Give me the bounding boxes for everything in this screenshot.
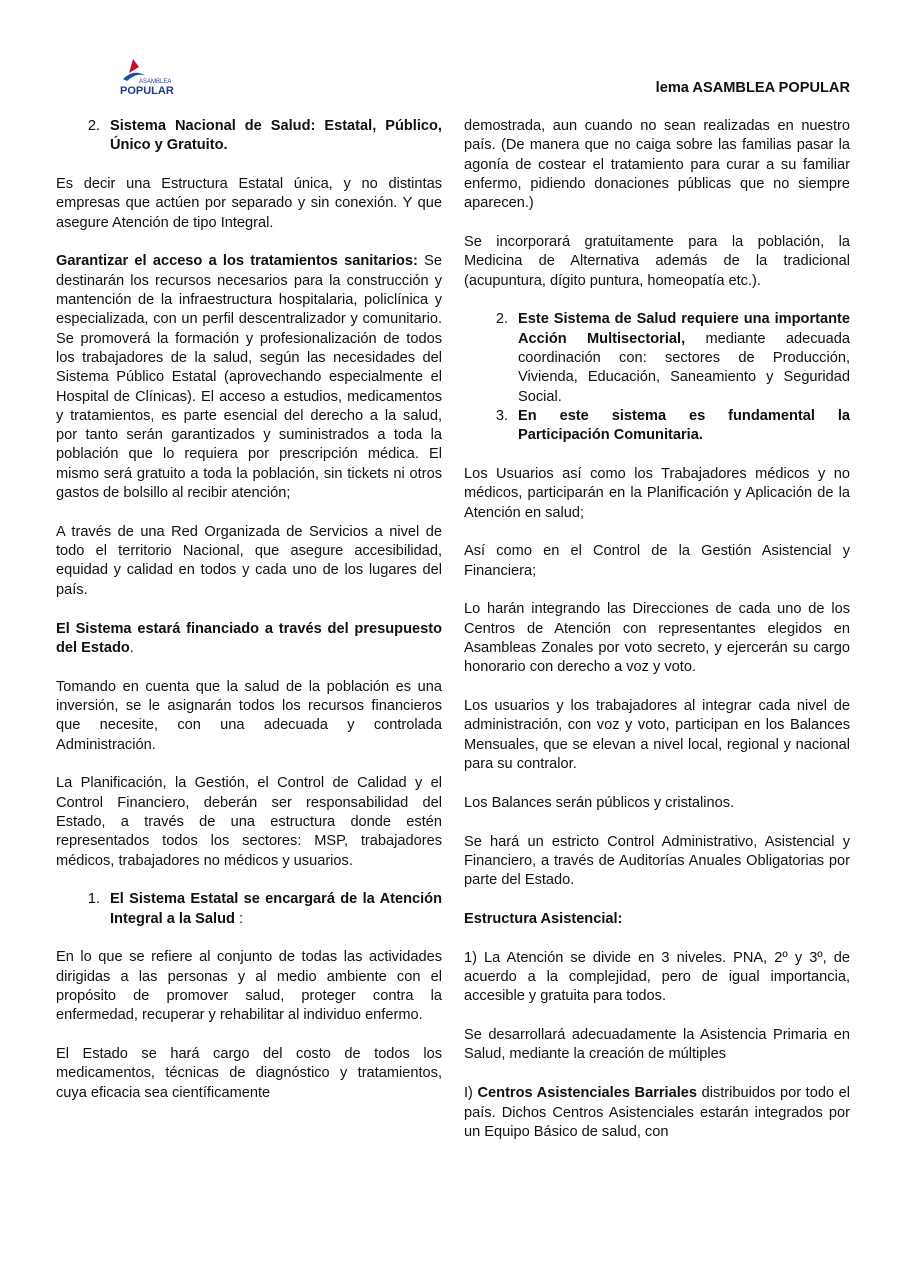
paragraph: 1) La Atención se divide en 3 niveles. PNA, 2º y 3º, de acuerdo a la complejidad, pero de igual importancia, accesible y gratuita para todos. (464, 949, 850, 1005)
list-number: 1. (87, 891, 100, 908)
paragraph: demostrada, aun cuando no sean realizadas en nuestro país. (De manera que no caiga sobre las familias pasar la agonía de costear el tratamiento para curar a su familiar enfermo, pidiendo donaciones públicas que no siempre aparecen.) (464, 118, 850, 212)
list-number: 2. (495, 311, 508, 328)
paragraph: La Planificación, la Gestión, el Control de Calidad y el Control Financiero, deberán ser responsabilidad del Estado, a través de una estructura donde estén representados todos los sectores: MSP, trabajadores médicos, trabajadores no médicos y usuarios. (56, 775, 442, 869)
paragraph-text: : (234, 910, 244, 927)
logo-text-bottom: POPULAR (120, 85, 174, 97)
paragraph (464, 1084, 850, 1142)
paragraph-text: mediante adecuada coordinación con: sectores de Producción, Vivienda, Educación, Saneamiento y Seguridad Social. (518, 330, 850, 405)
section-heading: Este Sistema de Salud requiere una importante Acción Multisectorial, (518, 311, 850, 347)
paragraph: Así como en el Control de la Gestión Asistencial y Financiera; (464, 543, 850, 579)
paragraph: El Estado se hará cargo del costo de todos los medicamentos, técnicas de diagnóstico y tratamientos, cuya eficacia sea científicamente (56, 1046, 442, 1101)
paragraph: Lo harán integrando las Direcciones de cada uno de los Centros de Atención con representantes elegidos en Asambleas Zonales por voto secreto, y ejercerán su cargo honorario con derecho a voz y voto. (464, 601, 850, 676)
paragraph: En lo que se refiere al conjunto de todas las actividades dirigidas a las personas y al medio ambiente con el propósito de promover salud, proteger contra la enfermedad, recuperar y rehabilitar al individuo enfermo. (56, 949, 442, 1024)
section-title (464, 910, 850, 929)
paragraph: Es decir una Estructura Estatal única, y no distintas empresas que actúen por separado y sin conexión. Y que asegure Atención de tipo Integral. (56, 176, 442, 231)
paragraph: Los Usuarios así como los Trabajadores médicos y no médicos, participarán en la Planificación y Aplicación de la Atención en salud; (464, 465, 850, 521)
paragraph-bold-lead: Centros Asistenciales Barriales (477, 1085, 698, 1102)
paragraph-bold-lead: Garantizar el acceso a los tratamientos sanitarios: (56, 253, 418, 270)
paragraph: Los Balances serán públicos y cristalinos. (464, 794, 735, 811)
list-item (464, 310, 850, 406)
paragraph (56, 252, 442, 503)
header-title: lema ASAMBLEA POPULAR (655, 80, 850, 96)
paragraph: Los usuarios y los trabajadores al integrar cada nivel de administración, con voz y voto, participan en los Balances Mensuales, que se elevan a nivel local, regional y nacional para su contralor. (464, 698, 850, 773)
section-heading: Sistema Nacional de Salud: Estatal, Público, Único y Gratuito. (110, 118, 442, 154)
paragraph: A través de una Red Organizada de Servicios a nivel de todo el territorio Nacional, que asegure accesibilidad, equidad y calidad en todos y cada uno de los lugares del país. (56, 523, 442, 598)
paragraph-text: I) (464, 1085, 478, 1102)
paragraph-text: . (129, 639, 134, 656)
logo-text-top: ASAMBLEA (139, 79, 172, 85)
paragraph: Se desarrollará adecuadamente la Asistencia Primaria en Salud, mediante la creación de múltiples (464, 1027, 850, 1063)
list-item (56, 117, 442, 156)
list-item (464, 407, 850, 446)
paragraph: Se incorporará gratuitamente para la población, la Medicina de Alternativa además de la tradicional (acupuntura, dígito puntura, homeopatía etc.). (464, 233, 850, 289)
list-number: 2. (87, 118, 100, 134)
paragraph-text: Se destinarán los recursos necesarios para la construcción y mantención de la infraestructura hospitalaria, policlínica y especializada, con un perfil descentralizador y comunitario. Se promoverá la formación y profesionalización de todos los trabajadores de la salud, según las necesidades del Sistema Público Estatal (aprovechando especialmente el Hospital de Clínicas). El acceso a estudios, medicamentos y tratamientos, es parte esencial del derecho a la salud, por tanto serán garantizados y suministrados a toda la población que lo requiera por prescripción médica. El mismo será gratuito a toda la población, sin tickets ni otros gastos de bolsillo al recibir atención; (56, 253, 442, 502)
paragraph-text: distribuidos por todo el país. Dichos Centros Asistenciales estarán integrados por un Equipo Básico de salud, con (464, 1085, 850, 1140)
paragraph (56, 620, 442, 659)
section-heading: En este sistema es fundamental la Participación Comunitaria. (518, 407, 850, 444)
paragraph-bold-lead: El Sistema estará financiado a través del presupuesto del Estado (56, 620, 442, 656)
logo-flag-red (129, 59, 139, 73)
right-column (464, 117, 850, 1142)
section-heading: El Sistema Estatal se encargará de la Atención Integral a la Salud (110, 891, 442, 927)
list-item (56, 890, 442, 929)
section-title-text: Estructura Asistencial: (464, 911, 623, 927)
asamblea-popular-logo (119, 57, 179, 97)
paragraph: Tomando en cuenta que la salud de la población es una inversión, se le asignarán todos los recursos financieros que necesite, con una adecuada y controlada Administración. (56, 678, 442, 753)
paragraph: Se hará un estricto Control Administrativo, Asistencial y Financiero, a través de Auditorías Anuales Obligatorias por parte del Estado. (464, 833, 850, 889)
left-column (56, 117, 442, 1103)
list-number: 3. (495, 407, 508, 424)
